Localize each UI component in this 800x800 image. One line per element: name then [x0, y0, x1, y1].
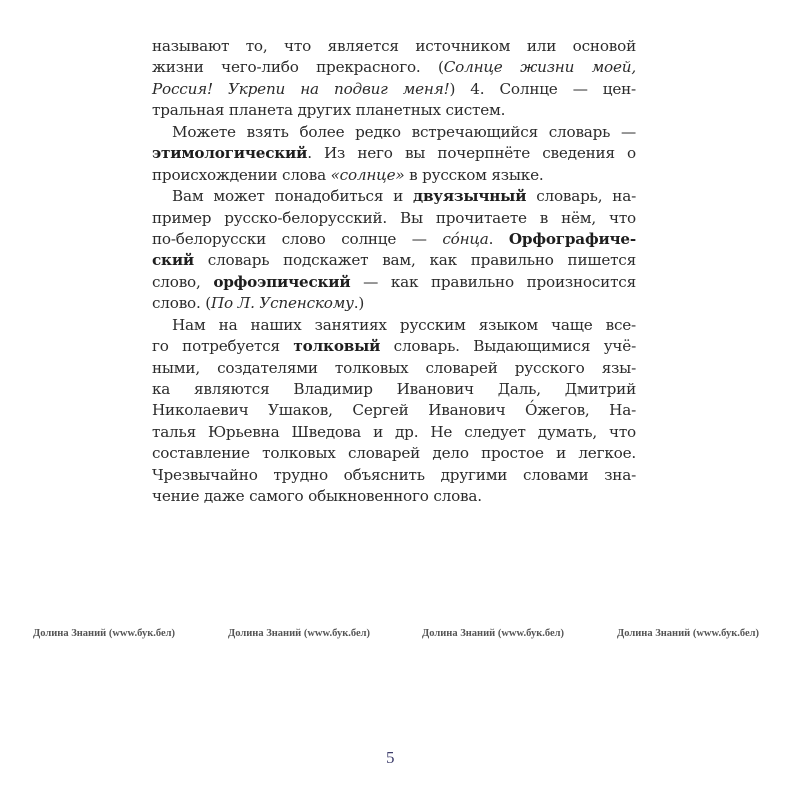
text-line [152, 229, 636, 250]
bold-term: ский [152, 251, 194, 270]
bold-term: орфоэпический [213, 272, 351, 291]
page-number: 5 [386, 748, 395, 767]
text-run: в русском языке. [404, 165, 544, 184]
italic-text: «солнце» [330, 165, 405, 184]
text-line [152, 315, 636, 336]
text-line [152, 250, 636, 271]
bold-term: этимологический [152, 144, 308, 163]
text-run: Чрезвычайно трудно объяснить другими словами зна- [152, 465, 636, 484]
text-line [152, 422, 636, 443]
text-run: по-белорусски слово солнце — [152, 229, 443, 248]
text-line [152, 186, 636, 207]
italic-text: Россия! Укрепи на подвиг меня! [152, 79, 450, 98]
text-line [152, 122, 636, 143]
text-run: словарь подскажет вам, как правильно пишется [193, 251, 636, 270]
text-run: Нам на наших занятиях русским языком чаще все- [172, 315, 636, 334]
text-run: ными, создателями толковых словарей русского язы- [152, 358, 636, 377]
text-run: Вам может понадобиться и [172, 187, 414, 206]
text-line [152, 358, 636, 379]
text-line [152, 143, 636, 164]
italic-text: По Л. Успенскому [210, 294, 354, 313]
text-line [152, 208, 636, 229]
text-run: Николаевич Ушаков, Сергей Иванович О́жегов, На- [152, 401, 636, 420]
italic-text: со́нца [442, 229, 489, 248]
text-line [152, 336, 636, 357]
text-run: происхождении слова [152, 165, 331, 184]
text-run: ) 4. Солнце — цен- [449, 79, 636, 98]
text-line [152, 379, 636, 400]
text-run: жизни чего-либо прекрасного. ( [152, 58, 444, 77]
text-line [152, 465, 636, 486]
watermark-row [0, 628, 800, 644]
bold-term: толковый [293, 337, 381, 356]
body-text [152, 36, 636, 508]
text-line [152, 165, 636, 186]
text-run: словарь. Выдающимися учё- [380, 337, 636, 356]
text-run: талья Юрьевна Шведова и др. Не следует думать, что [152, 422, 636, 441]
text-line [152, 79, 636, 100]
watermark: Долина Знаний (www.бук.бел) [33, 628, 176, 639]
text-run: называют то, что является источником или основой [152, 37, 636, 55]
watermark: Долина Знаний (www.бук.бел) [422, 628, 565, 639]
text-line [152, 486, 636, 507]
text-run: тральная планета других планетных систем. [152, 101, 506, 120]
watermark: Долина Знаний (www.бук.бел) [228, 628, 371, 639]
watermark: Долина Знаний (www.бук.бел) [617, 628, 760, 639]
text-run: — как правильно произносится [350, 272, 636, 291]
text-run: . [488, 229, 509, 248]
text-line [152, 443, 636, 464]
text-line [152, 293, 636, 314]
italic-text: Солнце жизни моей, [443, 58, 637, 77]
bold-term: Орфографиче- [508, 229, 636, 248]
text-line [152, 400, 636, 421]
text-run: го потребуется [152, 337, 294, 356]
text-run: .) [353, 294, 365, 313]
text-run: . Из него вы почерпнёте сведения о [307, 144, 636, 163]
text-run: ка являются Владимир Иванович Даль, Дмитрий [152, 380, 636, 398]
text-run: пример русско-белорусский. Вы прочитаете в нём, что [152, 208, 636, 227]
text-run: чение даже самого обыкновенного слова. [152, 487, 482, 506]
text-run: словарь, на- [526, 187, 636, 206]
text-line [152, 272, 636, 293]
text-run: слово. ( [152, 294, 211, 313]
text-line [152, 36, 636, 57]
text-line [152, 100, 636, 121]
text-run: составление толковых словарей дело простое и легкое. [152, 444, 636, 463]
bold-term: двуязычный [413, 187, 527, 206]
text-run: слово, [152, 272, 214, 291]
text-line [152, 57, 636, 78]
text-run: Можете взять более редко встречающийся словарь — [172, 122, 636, 141]
